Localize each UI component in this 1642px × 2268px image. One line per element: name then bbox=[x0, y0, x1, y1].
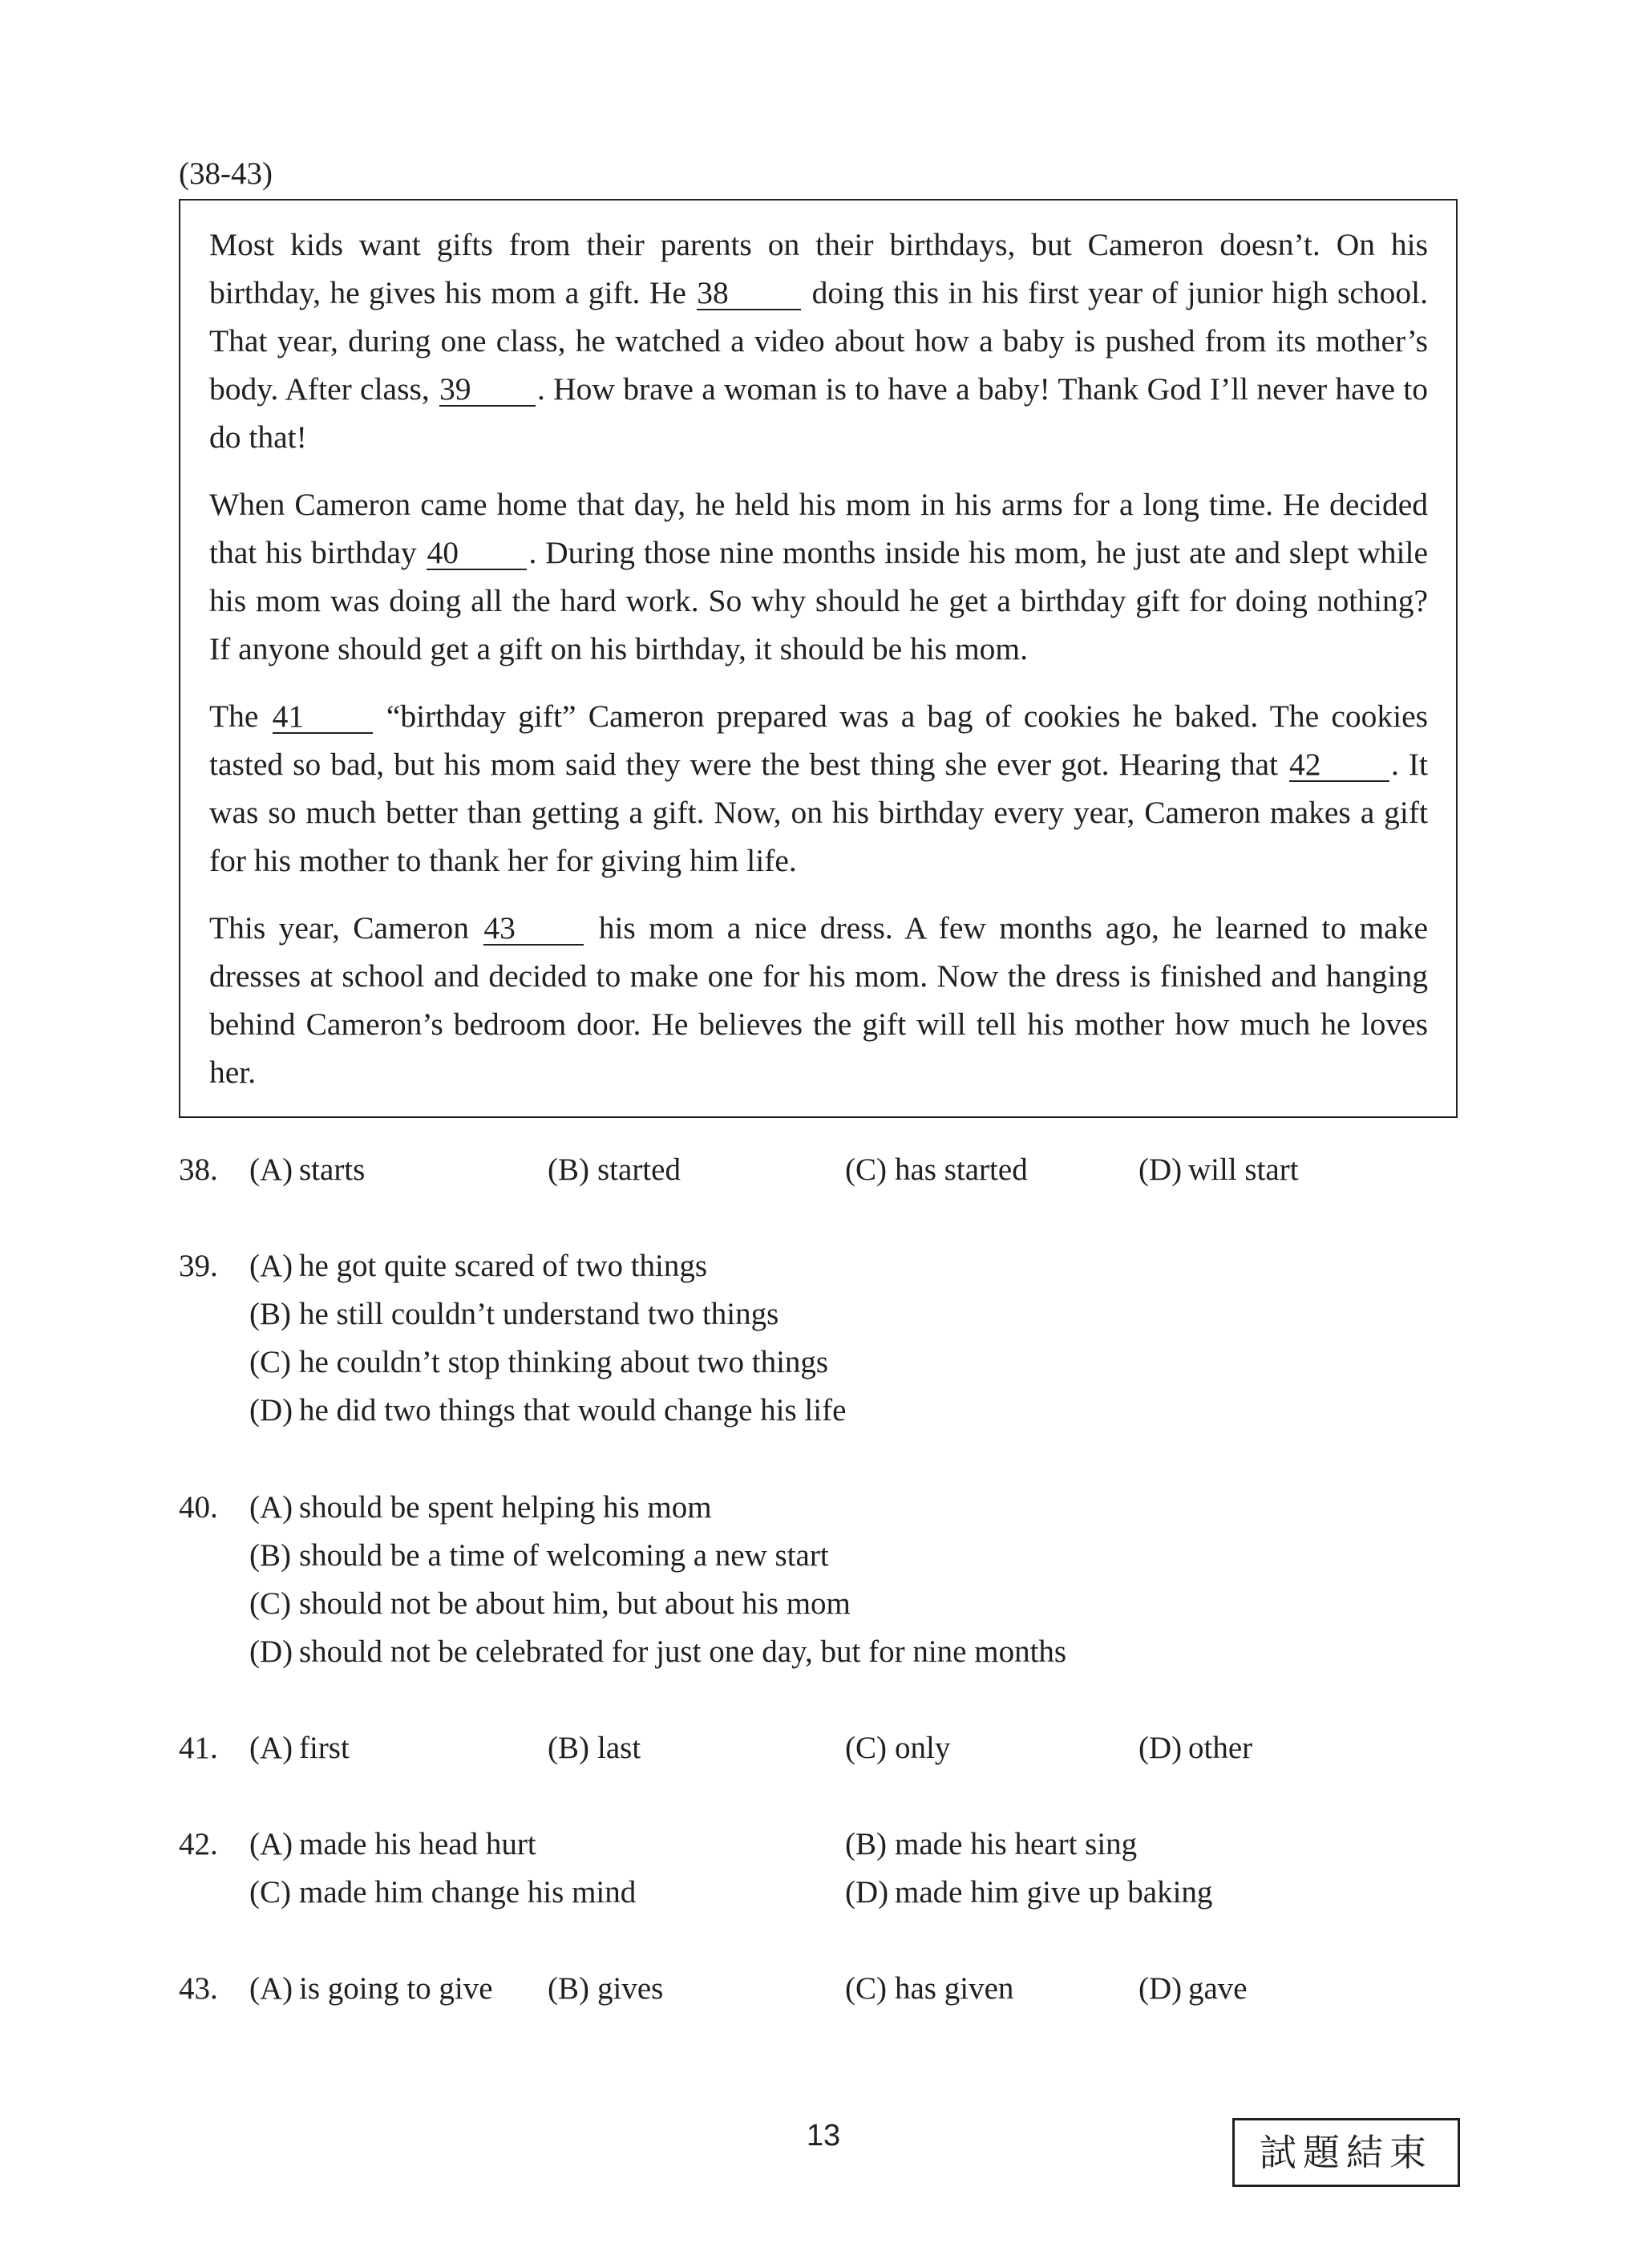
option-text: he couldn’t stop thinking about two things bbox=[299, 1345, 829, 1379]
option-letter: (A) bbox=[249, 1827, 293, 1861]
option-letter: (D) bbox=[1138, 1971, 1183, 2006]
option-text: started bbox=[597, 1152, 681, 1187]
passage-text: . How brave a woman is to have a baby! Thank God I’ll never have to do that! bbox=[209, 371, 1428, 455]
blank-42: 42 bbox=[1289, 748, 1389, 782]
option-letter: (B) bbox=[548, 1971, 589, 2006]
option-text: first bbox=[299, 1731, 350, 1765]
option-38-a[interactable] bbox=[249, 1150, 365, 1190]
question-number-40: 40. bbox=[179, 1490, 218, 1525]
end-of-exam-label: 試題結束 bbox=[1260, 2131, 1433, 2174]
option-text: should not be about him, but about his mom bbox=[299, 1586, 851, 1621]
option-text: other bbox=[1188, 1731, 1253, 1765]
option-39-b[interactable] bbox=[249, 1294, 779, 1334]
option-41-b[interactable] bbox=[548, 1728, 641, 1768]
option-letter: (D) bbox=[249, 1634, 293, 1669]
passage-text: This year, Cameron bbox=[209, 910, 469, 946]
passage-text: “birthday gift” Cameron prepared was a bag of cookies he baked. The cookies tasted so bad, but his mom said they were the best thing she ever got. Hearing that bbox=[209, 699, 1429, 782]
reading-passage-box bbox=[179, 199, 1458, 1118]
option-42-b[interactable] bbox=[845, 1825, 1137, 1865]
blank-39: 39 bbox=[439, 373, 536, 407]
option-41-d[interactable] bbox=[1138, 1728, 1252, 1768]
option-letter: (B) bbox=[249, 1538, 291, 1573]
question-number-43: 43. bbox=[179, 1971, 218, 2006]
option-letter: (A) bbox=[249, 1152, 293, 1187]
option-40-d[interactable] bbox=[249, 1632, 1066, 1672]
option-text: has given bbox=[895, 1971, 1014, 2006]
option-38-d[interactable] bbox=[1138, 1150, 1299, 1190]
option-39-a[interactable] bbox=[249, 1246, 707, 1286]
option-43-d[interactable] bbox=[1138, 1969, 1248, 2009]
question-number-42: 42. bbox=[179, 1827, 218, 1861]
option-letter: (A) bbox=[249, 1971, 293, 2006]
passage-paragraph-2 bbox=[209, 480, 1428, 673]
passage-paragraph-1 bbox=[209, 221, 1428, 461]
option-41-c[interactable] bbox=[845, 1728, 950, 1768]
option-text: last bbox=[597, 1731, 641, 1765]
passage-paragraph-3 bbox=[209, 692, 1428, 885]
option-42-c[interactable] bbox=[249, 1873, 636, 1913]
section-range-label: (38-43) bbox=[179, 156, 273, 191]
option-letter: (D) bbox=[249, 1393, 293, 1428]
option-38-c[interactable] bbox=[845, 1150, 1028, 1190]
option-text: is going to give bbox=[299, 1971, 493, 2006]
option-text: gave bbox=[1188, 1971, 1248, 2006]
option-text: made his heart sing bbox=[895, 1827, 1138, 1861]
option-letter: (D) bbox=[1138, 1152, 1183, 1187]
passage-paragraph-4 bbox=[209, 904, 1428, 1096]
option-39-c[interactable] bbox=[249, 1343, 828, 1383]
page-number: 13 bbox=[806, 2119, 841, 2153]
blank-40: 40 bbox=[427, 537, 527, 570]
option-38-b[interactable] bbox=[548, 1150, 681, 1190]
option-letter: (C) bbox=[845, 1152, 887, 1187]
blank-38: 38 bbox=[697, 277, 801, 310]
option-text: he got quite scared of two things bbox=[299, 1249, 708, 1283]
option-41-a[interactable] bbox=[249, 1728, 350, 1768]
question-number-41: 41. bbox=[179, 1731, 218, 1765]
option-letter: (B) bbox=[845, 1827, 887, 1861]
option-letter: (B) bbox=[249, 1297, 291, 1331]
option-text: made his head hurt bbox=[299, 1827, 536, 1861]
passage-text: The bbox=[209, 699, 259, 734]
question-number-38: 38. bbox=[179, 1152, 218, 1187]
option-text: only bbox=[895, 1731, 951, 1765]
blank-41: 41 bbox=[273, 700, 373, 734]
option-text: starts bbox=[299, 1152, 366, 1187]
option-text: has started bbox=[895, 1152, 1028, 1187]
option-letter: (A) bbox=[249, 1249, 293, 1283]
option-43-c[interactable] bbox=[845, 1969, 1013, 2009]
option-letter: (D) bbox=[1138, 1731, 1183, 1765]
passage-text: doing this in his first year of junior high school. That year, during one class, he watched a video about how a baby is pushed from its mother’s body. After class, bbox=[209, 275, 1429, 407]
option-text: he still couldn’t understand two things bbox=[299, 1297, 779, 1331]
option-text: should be spent helping his mom bbox=[299, 1490, 712, 1525]
option-letter: (C) bbox=[845, 1731, 887, 1765]
option-39-d[interactable] bbox=[249, 1391, 846, 1431]
passage-text: . During those nine months inside his mom, he just ate and slept while his mom was doing all the hard work. So why should he get a birthday gift for doing nothing? If anyone should get a gift on his birthday, it should be his mom. bbox=[209, 535, 1428, 666]
question-number-39: 39. bbox=[179, 1249, 218, 1283]
passage-text: his mom a nice dress. A few months ago, he learned to make dresses at school and decided to make one for his mom. Now the dress is finished and hanging behind Cameron’s bedroom door. He believes the gift will tell his mother how much he loves her. bbox=[209, 910, 1429, 1090]
option-letter: (D) bbox=[845, 1875, 889, 1910]
option-43-b[interactable] bbox=[548, 1969, 663, 2009]
option-letter: (C) bbox=[845, 1971, 887, 2006]
option-letter: (C) bbox=[249, 1586, 291, 1621]
option-text: will start bbox=[1188, 1152, 1299, 1187]
option-43-a[interactable] bbox=[249, 1969, 493, 2009]
option-text: made him give up baking bbox=[895, 1875, 1213, 1910]
option-text: he did two things that would change his life bbox=[299, 1393, 847, 1428]
option-text: made him change his mind bbox=[299, 1875, 637, 1910]
option-text: should not be celebrated for just one day, but for nine months bbox=[299, 1634, 1067, 1669]
option-letter: (B) bbox=[548, 1152, 589, 1187]
option-40-b[interactable] bbox=[249, 1536, 829, 1576]
option-letter: (B) bbox=[548, 1731, 589, 1765]
option-text: should be a time of welcoming a new start bbox=[299, 1538, 829, 1573]
option-40-c[interactable] bbox=[249, 1584, 851, 1624]
passage-text: . It was so much better than getting a gift. Now, on his birthday every year, Cameron makes a gift for his mother to thank her for giving him life. bbox=[209, 747, 1428, 878]
end-of-exam-box bbox=[1232, 2118, 1460, 2187]
option-40-a[interactable] bbox=[249, 1488, 712, 1528]
blank-43: 43 bbox=[483, 912, 584, 946]
option-42-d[interactable] bbox=[845, 1873, 1212, 1913]
passage-text: Most kids want gifts from their parents on their birthdays, but Cameron doesn’t. On his birthday, he gives his mom a gift. He bbox=[209, 227, 1428, 310]
option-letter: (A) bbox=[249, 1490, 293, 1525]
option-letter: (C) bbox=[249, 1345, 291, 1379]
option-letter: (A) bbox=[249, 1731, 293, 1765]
option-42-a[interactable] bbox=[249, 1825, 536, 1865]
option-text: gives bbox=[597, 1971, 664, 2006]
passage-text: When Cameron came home that day, he held his mom in his arms for a long time. He decided that his birthday bbox=[209, 487, 1428, 570]
option-letter: (C) bbox=[249, 1875, 291, 1910]
